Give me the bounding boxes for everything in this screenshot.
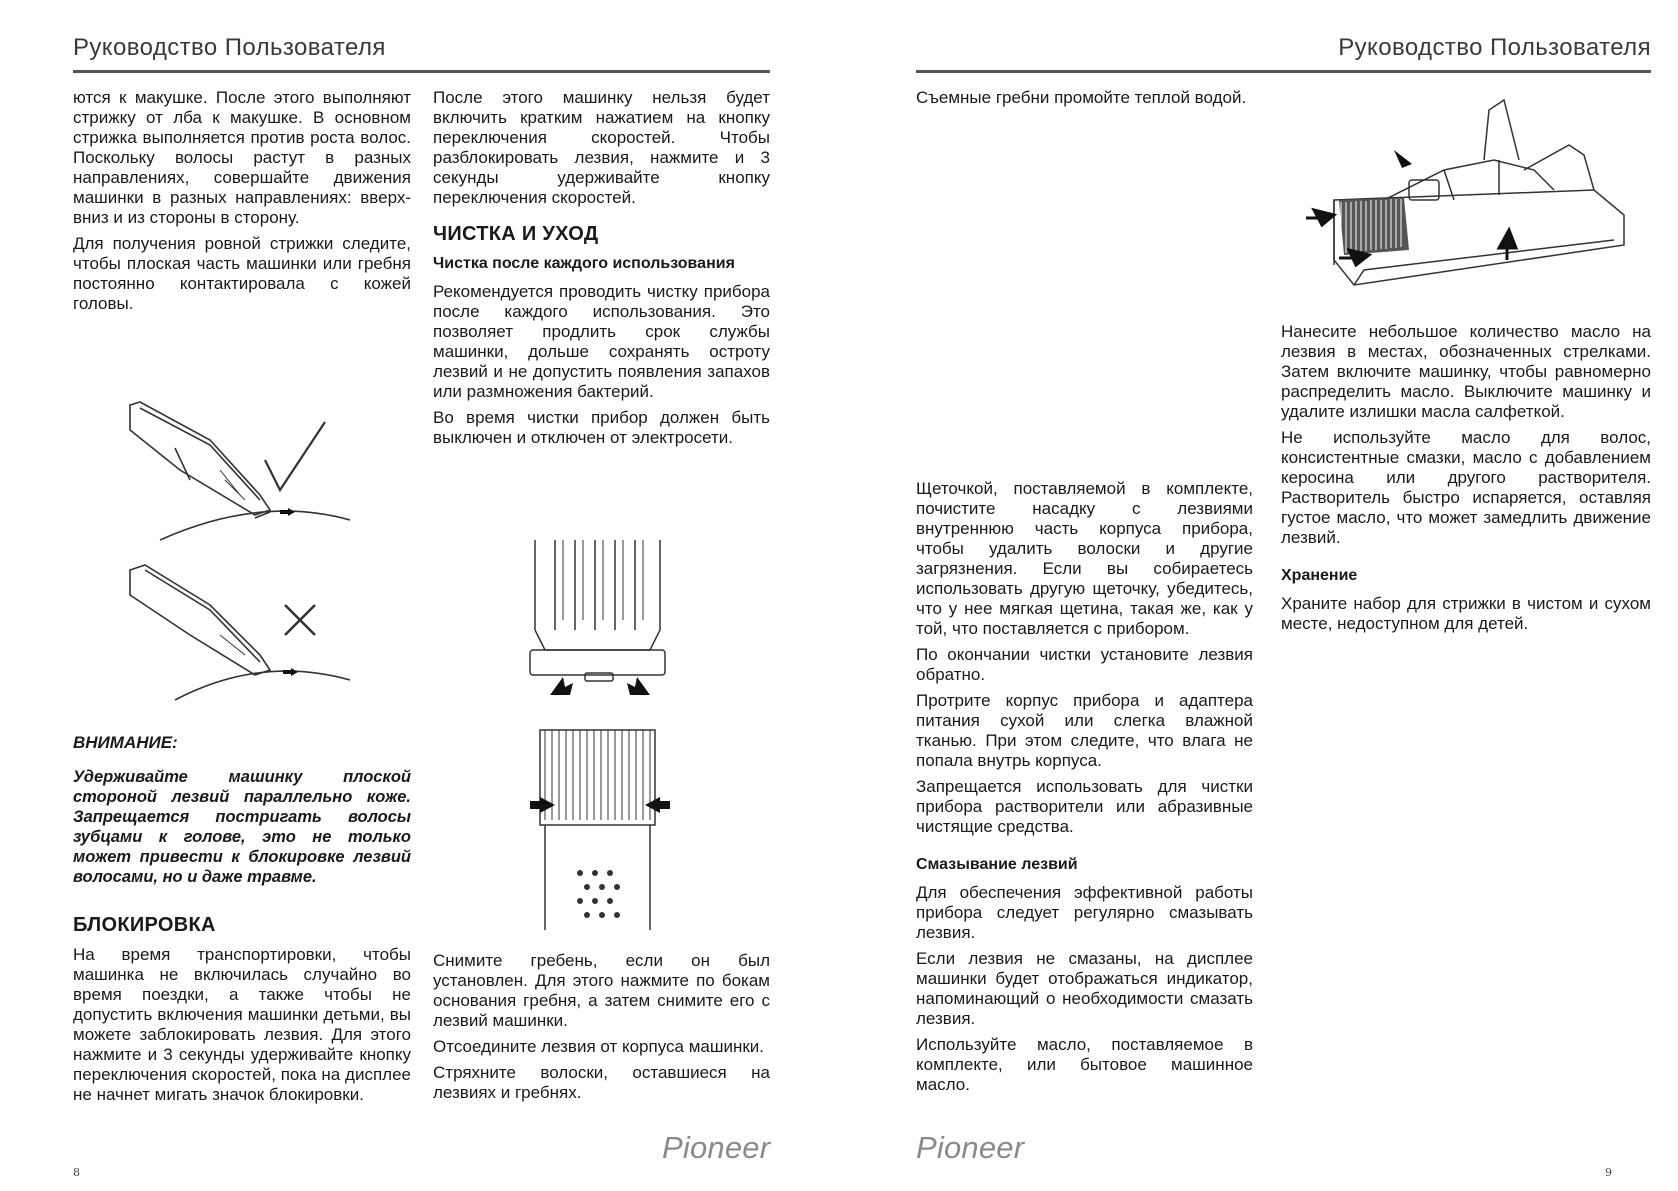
- paragraph: Для обеспечения эффективной работы прибора следует регулярно смазывать лезвия.: [916, 883, 1253, 942]
- left-column-2: [433, 88, 770, 454]
- lock-title: БЛОКИРОВКА: [73, 914, 216, 936]
- lock-text: На время транспортировки, чтобы машинка не включилась случайно во время поездки, а также чтобы не допустить включения машинки детьми, вы можете заблокировать лезвия. Для этого нажмите и 3 секунды удерживайте кнопку переключения скоростей, пока на дисплее не начнет мигать значок блокировки.: [73, 945, 411, 1104]
- paragraph: Протрите корпус прибора и адаптера питания сухой или слегка влажной тканью. При этом следите, что влага не попала внутрь корпуса.: [916, 691, 1253, 770]
- right-column-2: [1281, 322, 1651, 640]
- paragraph: По окончании чистки установите лезвия обратно.: [916, 645, 1253, 684]
- paragraph: Нанесите небольшое количество масло на лезвия в местах, обозначенных стрелками. Затем включите машинку, чтобы равномерно распределить масло. Выключите машинку и удалите излишки масла салфеткой.: [1281, 322, 1651, 421]
- paragraph: Рекомендуется проводить чистку прибора после каждого использования. Это позволяет продлить срок службы машинки, дольше сохранять остроту лезвий и не допустить появления запахов или размножения бактерий.: [433, 282, 770, 401]
- left-header-rule: [73, 70, 770, 73]
- warning-block: [73, 733, 411, 893]
- care-title: ЧИСТКА И УХОД: [433, 223, 599, 245]
- clean-title: Чистка после каждого использования: [433, 255, 735, 272]
- warning-text: Удерживайте машинку плоской стороной лезвий параллельно коже. Запрещается постригать волосы зубцами к голове, это не только может привести к блокировке лезвий волосами, но и даже травме.: [73, 768, 411, 886]
- comb-removal-illustration: [525, 535, 675, 930]
- storage-title: Хранение: [1281, 567, 1358, 584]
- clipper-angle-illustration: [120, 400, 360, 710]
- paragraph: Используйте масло, поставляемое в комплекте, или бытовое машинное масло.: [916, 1035, 1253, 1094]
- right-column-1: [916, 479, 1253, 1101]
- left-column-1: [73, 88, 411, 320]
- left-header: Руководство Пользователя: [73, 34, 386, 61]
- lube-title: Смазывание лезвий: [916, 856, 1078, 873]
- paragraph: Съемные гребни промойте теплой водой.: [916, 88, 1247, 107]
- right-column-1-top: [916, 88, 1253, 114]
- brand-logo: Pioneer: [916, 1130, 1025, 1165]
- warning-title: ВНИМАНИЕ:: [73, 733, 178, 752]
- paragraph: Отсоедините лезвия от корпуса машинки.: [433, 1037, 765, 1056]
- paragraph: Если лезвия не смазаны, на дисплее машинки будет отображаться индикатор, напоминающий о необходимости смазать лезвия.: [916, 949, 1253, 1028]
- right-header: Руководство Пользователя: [1338, 34, 1651, 61]
- paragraph: ются к макушке. После этого выполняют стрижку от лба к макушке. В основном стрижка выполняется против роста волос. Поскольку волосы растут в разных направлениях, совершайте движения машинки в разных направлениях: вверх-вниз и из стороны в сторону.: [73, 88, 411, 227]
- paragraph: Щеточкой, поставляемой в комплекте, почистите насадку с лезвиями внутреннюю часть корпуса прибора, чтобы удалить волоски и другие загрязнения. Если вы собираетесь использовать другую щеточку, убедитесь, что у нее мягкая щетина, такая же, как у той, что поставляется с прибором.: [916, 479, 1253, 638]
- paragraph: Запрещается использовать для чистки прибора растворители или абразивные чистящие средства.: [916, 777, 1253, 836]
- paragraph: Стряхните волоски, оставшиеся на лезвиях и гребнях.: [433, 1063, 770, 1102]
- brand-logo: Pioneer: [662, 1130, 771, 1165]
- paragraph: Не используйте масло для волос, консистентные смазки, масло с добавлением керосина или другого растворителя. Растворитель быстро испаряется, оставляя густое масло, что может замедлить движение лезвий.: [1281, 428, 1651, 547]
- paragraph: Храните набор для стрижки в чистом и сухом месте, недоступном для детей.: [1281, 594, 1651, 633]
- lock-section: [73, 915, 411, 1111]
- right-header-rule: [916, 70, 1651, 73]
- paragraph: Для получения ровной стрижки следите, чтобы плоская часть машинки или гребня постоянно контактировала с кожей головы.: [73, 234, 411, 313]
- page-number: 9: [1605, 1166, 1612, 1179]
- page-number: 8: [73, 1166, 80, 1179]
- blade-oiling-illustration: [1294, 100, 1634, 295]
- left-column-2-bottom: [433, 951, 770, 1109]
- paragraph: После этого машинку нельзя будет включить кратким нажатием на кнопку переключения скоростей. Чтобы разблокировать лезвия, нажмите и 3 секунды удерживайте кнопку переключения скоростей.: [433, 88, 770, 207]
- paragraph: Во время чистки прибор должен быть выключен и отключен от электросети.: [433, 408, 770, 447]
- right-page: [839, 0, 1678, 1191]
- paragraph: Снимите гребень, если он был установлен. Для этого нажмите по бокам основания гребня, а затем снимите его с лезвий машинки.: [433, 951, 770, 1030]
